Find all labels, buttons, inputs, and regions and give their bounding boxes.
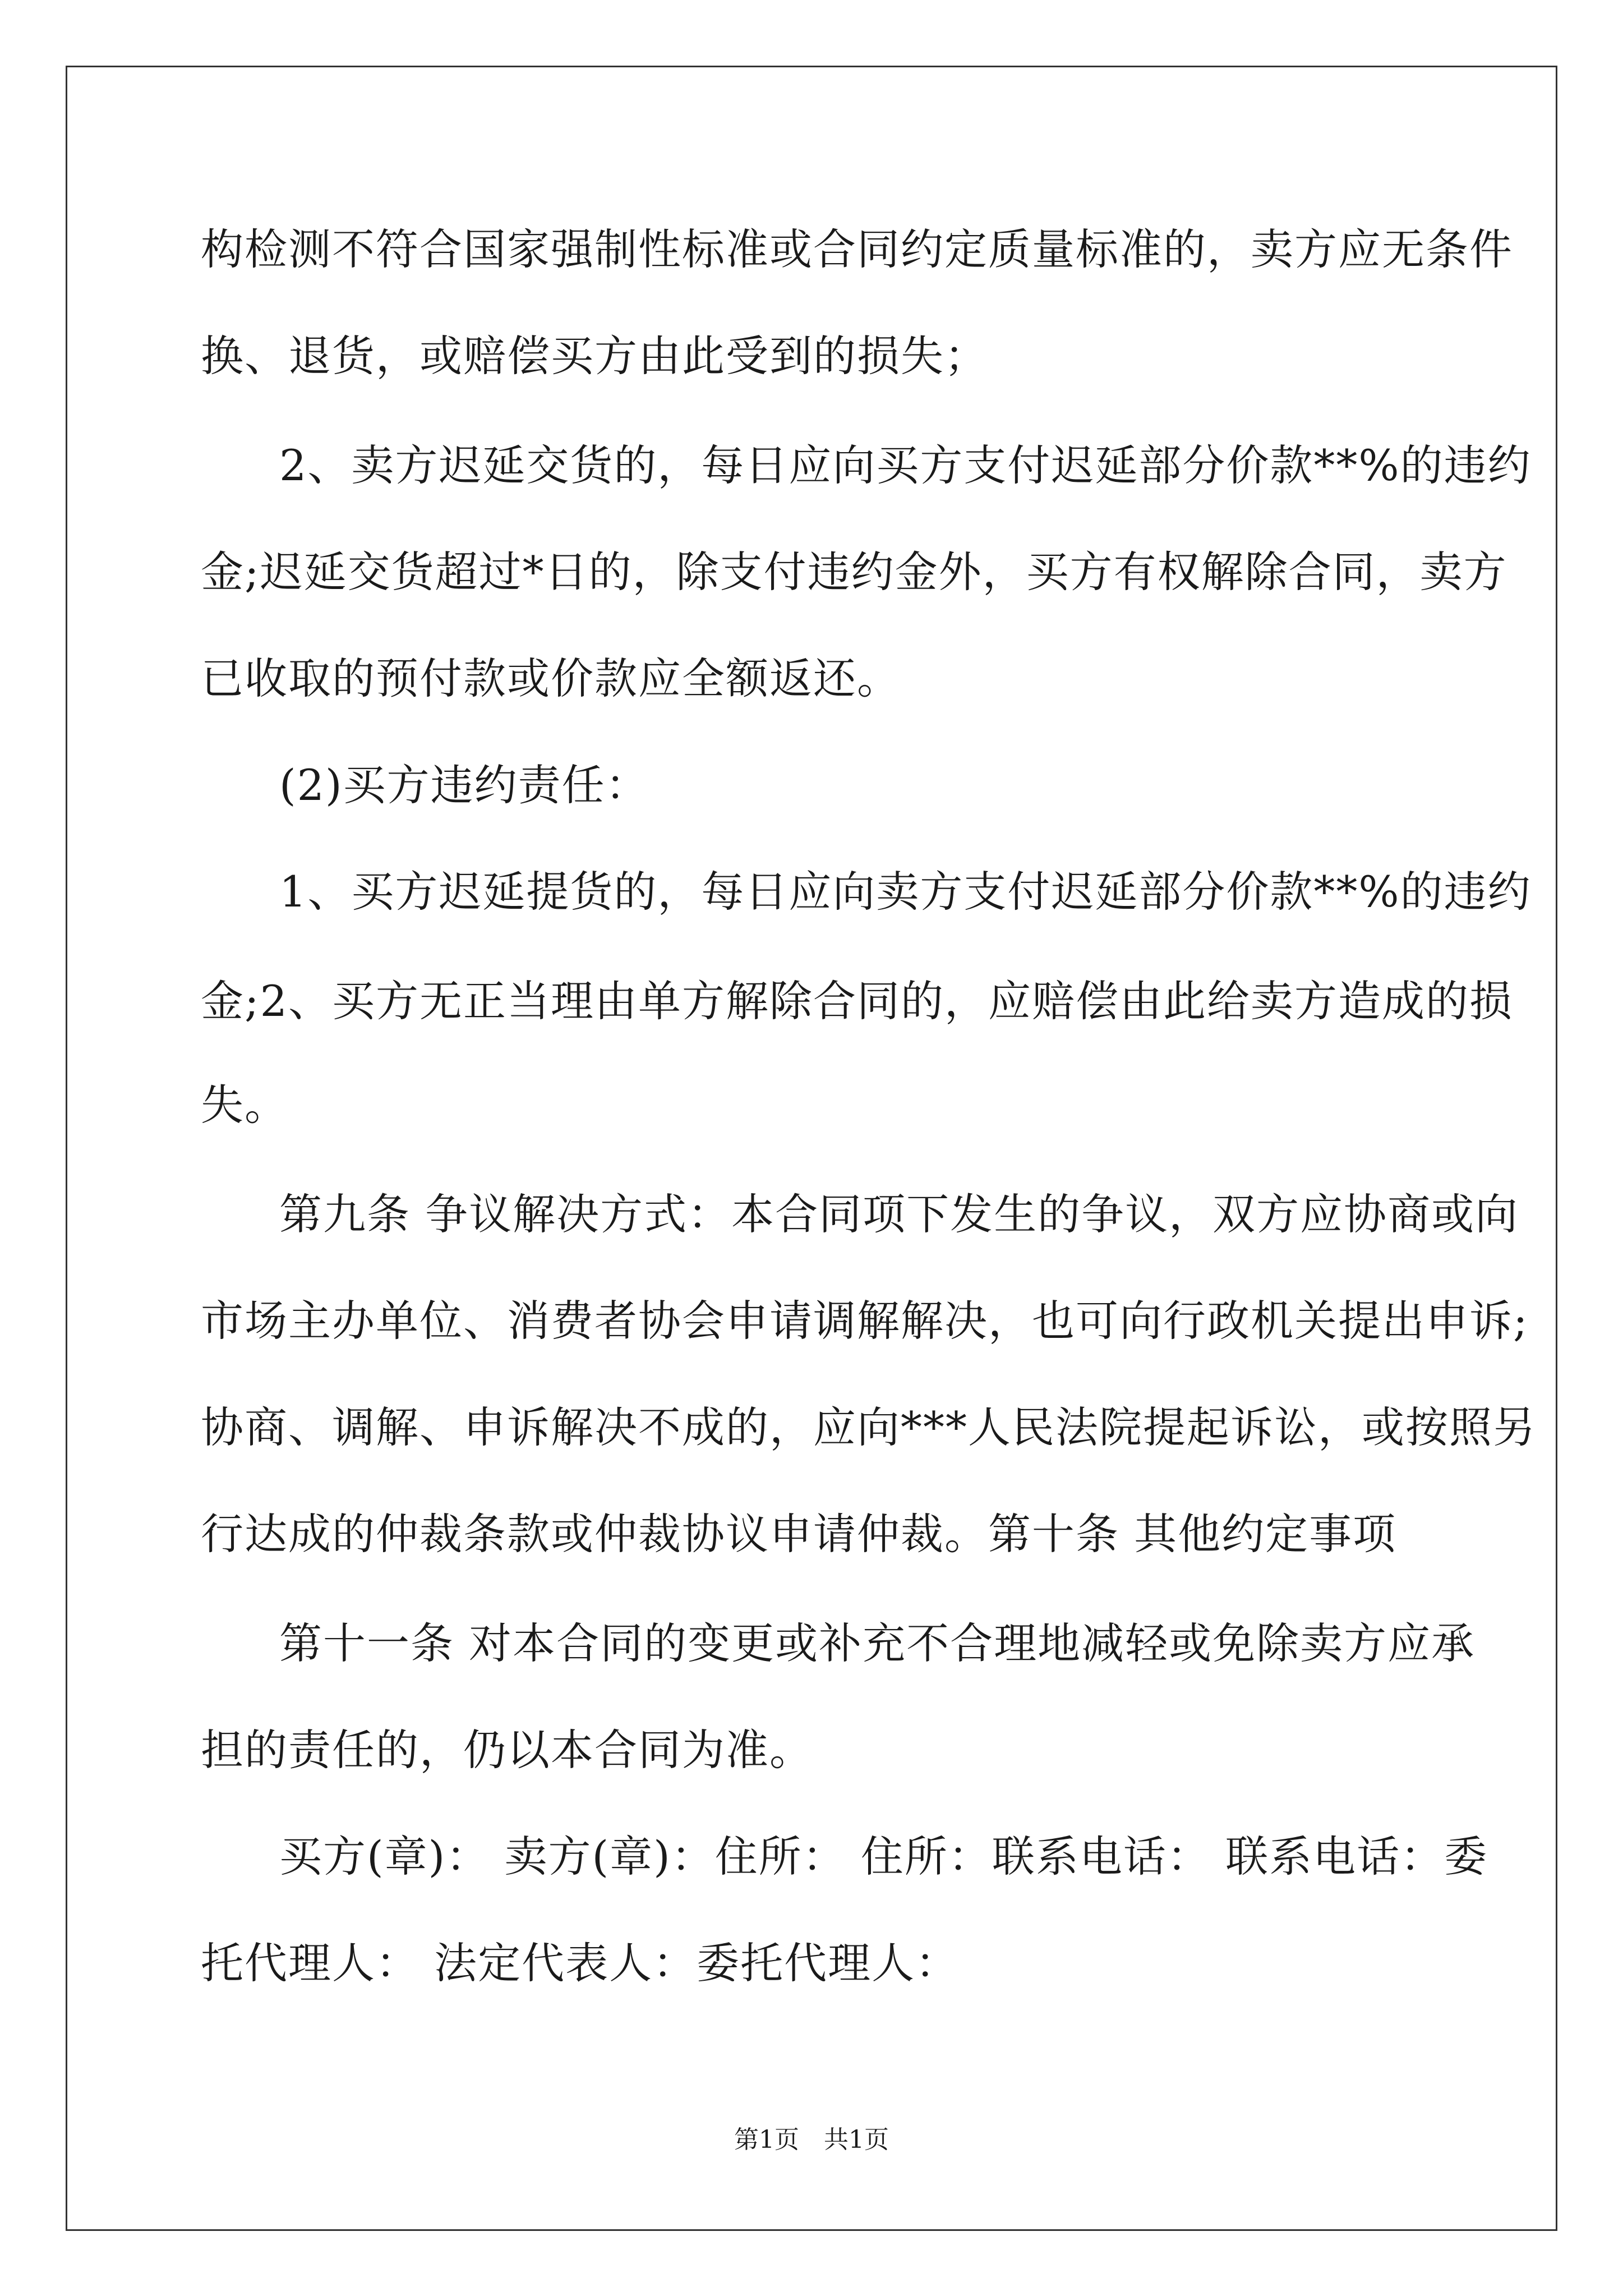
body-text-line: 行达成的仲裁条款或仲裁协议申请仲裁。第十条 其他约定事项: [201, 1509, 1397, 1559]
body-text-line: 市场主办单位、消费者协会申请调解解决，也可向行政机关提出申诉;: [201, 1296, 1529, 1346]
body-text-line: 2、卖方迟延交货的，每日应向买方支付迟延部分价款**%的违约: [279, 440, 1532, 490]
body-text-line: 托代理人： 法定代表人：委托代理人：: [201, 1938, 960, 1988]
body-text-line: 金;2、买方无正当理由单方解除合同的，应赔偿由此给卖方造成的损: [201, 976, 1513, 1026]
page-number-footer: 第1页 共1页: [734, 2125, 889, 2154]
body-text-line: 买方(章)： 卖方(章)：住所： 住所：联系电话： 联系电话：委: [279, 1832, 1488, 1881]
body-text-line: 构检测不符合国家强制性标准或合同约定质量标准的，卖方应无条件: [201, 224, 1513, 274]
body-text-line: 1、买方迟延提货的，每日应向卖方支付迟延部分价款**%的违约: [279, 867, 1532, 917]
body-text-line: 换、退货，或赔偿买方由此受到的损失；: [201, 331, 988, 381]
body-text-line: 金;迟延交货超过*日的，除支付违约金外，买方有权解除合同，卖方: [201, 547, 1507, 597]
body-text-line: (2)买方违约责任：: [279, 760, 649, 810]
body-text-line: 第九条 争议解决方式：本合同项下发生的争议，双方应协商或向: [279, 1189, 1519, 1239]
body-text-line: 担的责任的，仍以本合同为准。: [201, 1725, 813, 1775]
body-text-line: 协商、调解、申诉解决不成的，应向***人民法院提起诉讼，或按照另: [201, 1402, 1537, 1452]
page-border: [66, 66, 1557, 2231]
body-text-line: 失。: [201, 1080, 288, 1130]
body-text-line: 第十一条 对本合同的变更或补充不合理地减轻或免除卖方应承: [279, 1618, 1476, 1668]
body-text-line: 已收取的预付款或价款应全额返还。: [201, 654, 901, 703]
